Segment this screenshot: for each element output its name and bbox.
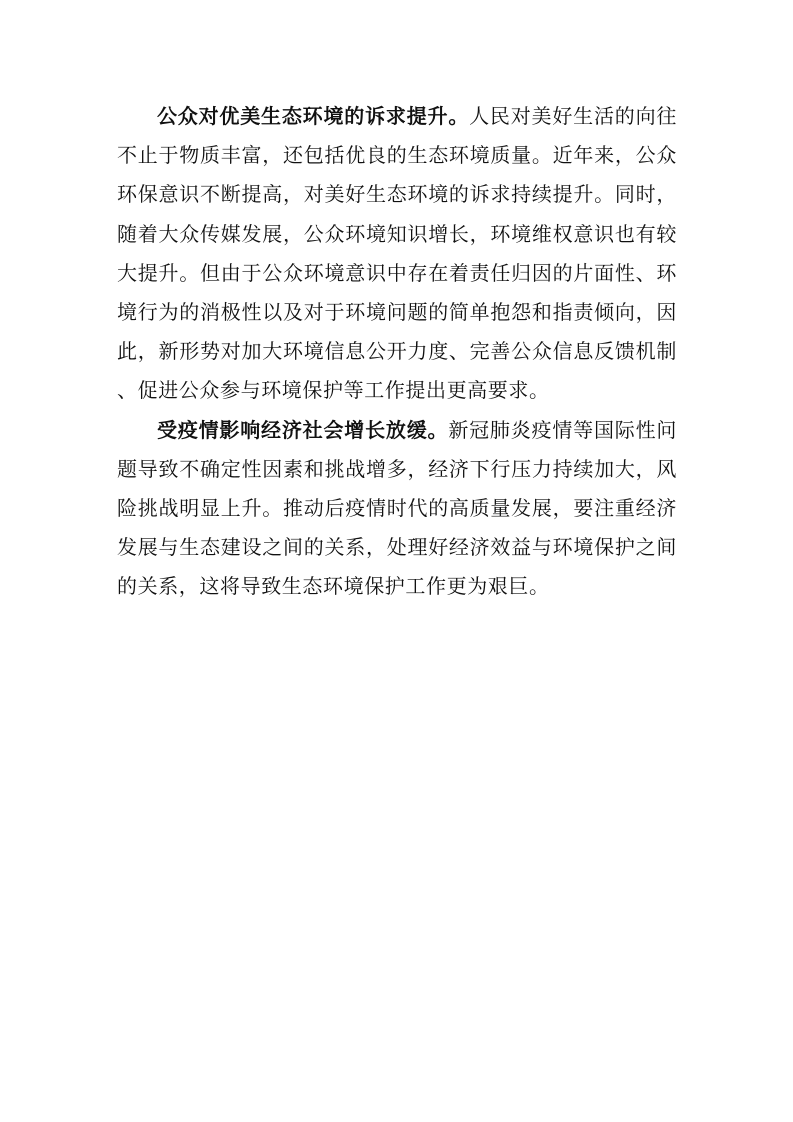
- paragraph-text: 新冠肺炎疫情等国际性问题导致不确定性因素和挑战增多，经济下行压力持续加大，风险挑战明显上升。推动后疫情时代的高质量发展，要注重经济发展与生态建设之间的关系，处理好经济效益与环境保护之间的关系，这将导致生态环境保护工作更为艰巨。: [117, 417, 677, 599]
- paragraph-public-demand: [117, 97, 677, 411]
- paragraph-economic-slowdown: [117, 411, 677, 607]
- paragraph-heading: 受疫情影响经济社会增长放缓。: [157, 417, 449, 442]
- paragraph-heading: 公众对优美生态环境的诉求提升。: [157, 104, 470, 128]
- document-body: [117, 97, 677, 607]
- paragraph-text: 人民对美好生活的向往不止于物质丰富，还包括优良的生态环境质量。近年来，公众环保意识不断提高，对美好生态环境的诉求持续提升。同时，随着大众传媒发展，公众环境知识增长，环境维权意识也有较大提升。但由于公众环境意识中存在着责任归因的片面性、环境行为的消极性以及对于环境问题的简单抱怨和指责倾向，因此，新形势对加大环境信息公开力度、完善公众信息反馈机制、促进公众参与环境保护等工作提出更高要求。: [117, 104, 677, 403]
